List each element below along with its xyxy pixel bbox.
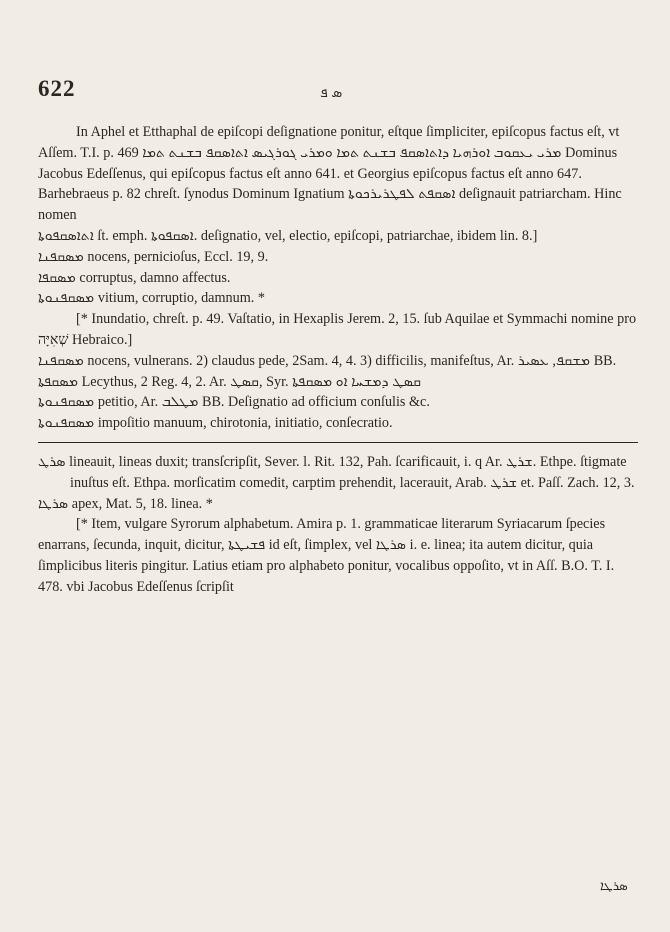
entry-paragraph: ܡܣܩܦܢܐ nocens, vulnerans. 2) claudus pede, 2Sam. 4, 4. 3) difficilis, manifeſtus, Ar. ܡܫܩܦ, ܥܣܝܪ BB.	[38, 352, 617, 369]
entry-paragraph: ܐܬܐܣܩܦܘܬܐ ſt. emph. ܐܣܩܦܘܬܐ. deſignatio, vel, electio, epiſcopi, patriarchae, ibidem lin. 8.]	[38, 227, 538, 244]
entry-paragraph: ܡܣܩܦܢܐ nocens, pernicioſus, Eccl. 19, 9.	[38, 248, 269, 265]
page-number: 622	[38, 76, 76, 101]
entry-paragraph: In Aphel et Etthaphal de epiſcopi deſignatione ponitur, eſtque ſimpliciter, epiſcopus factus eſt, vt Aſſem. T.I. p. 469 ܡܪܝ ܝܥܩܘܒ ܐܘܪܗܝܐ ܕܐܬܐܣܩܦ ܒܫܢܬ ܬܡܐ ܘܡܪܝ ܓܘܪܓܝܣ ܐܬܐܣܩܦ ܒܫܢܬ ܬܡܐ Dominus Jacobus Edeſſenus, qui epiſcopus factus eſt anno 641. et Georgius epiſcopus factus eſt anno 647. Barhebraeus p. 82 chreſt. ſynodus Dominum Ignatium ܐܣܩܦܬ ܠܦܛܪܝܪܟܘܬܐ deſignauit patriarcham. Hinc nomen	[38, 124, 622, 224]
entry-paragraph: ܣܪܛ lineauit, lineas duxit; transſcripſit, Sever. l. Rit. 132, Pah. ſcarificauit, i. q Ar. ܫܪܛ. Ethpe. ſtigmate inuſtus eſt. Ethpa. morſicatim comedit, carptim prehendit, lacerauit, Arab. ܫܪܛ et. Paſſ. Zach. 12, 3.	[38, 453, 635, 491]
entry-paragraph: ܡܣܩܦܢܘܬܐ vitium, corruptio, damnum. *	[38, 290, 265, 307]
entry-paragraph: [* Inundatio, chreſt. p. 49. Vaſtatio, in Hexaplis Jerem. 2, 15. ſub Aquilae et Symmachi nomine pro שְׁאִיָּה Hebraico.]	[38, 311, 637, 348]
entry-paragraph: ܡܣܩܦܬܐ Lecythus, 2 Reg. 4, 2. Ar. ܩܣܛ, Syr. ܩܣܛ ܕܡܫܚܐ ܐܘ ܡܣܩܦܬܐ	[38, 373, 422, 390]
entry-paragraph: ܡܣܩܦܢܘܬܐ impoſitio manuum, chirotonia, initiatio, conſecratio.	[38, 415, 393, 432]
running-header-mark: ܣ ܦ	[320, 86, 343, 101]
lexicon-text	[38, 122, 638, 598]
section-divider	[38, 442, 638, 443]
catchword: ܣܪܛܐ	[600, 878, 628, 893]
entry-paragraph: ܣܪܛܐ apex, Mat. 5, 18. linea. *	[38, 495, 213, 512]
entry-paragraph: ܡܣܩܦܐ corruptus, damno affectus.	[38, 269, 231, 286]
entry-paragraph: ܡܣܩܦܢܘܬܐ petitio, Ar. ܡܛܠܒ BB. Deſignatio ad officium conſulis &c.	[38, 394, 430, 411]
entry-paragraph: [* Item, vulgare Syrorum alphabetum. Amira p. 1. grammaticae literarum Syriacarum ſpecies enarrans, ſecunda, inquit, dicitur, ܦܫܝܛܬܐ id eſt, ſimplex, vel ܣܪܛܐ i. e. linea; ita autem dicitur, quia ſimplicibus literis pingitur. Latius etiam pro alphabeto ponitur, vocalibus oppoſito, vt in Aſſ. B.O. T. I. 478. vbi Jacobus Edeſſenus ſcripſit	[38, 516, 615, 595]
